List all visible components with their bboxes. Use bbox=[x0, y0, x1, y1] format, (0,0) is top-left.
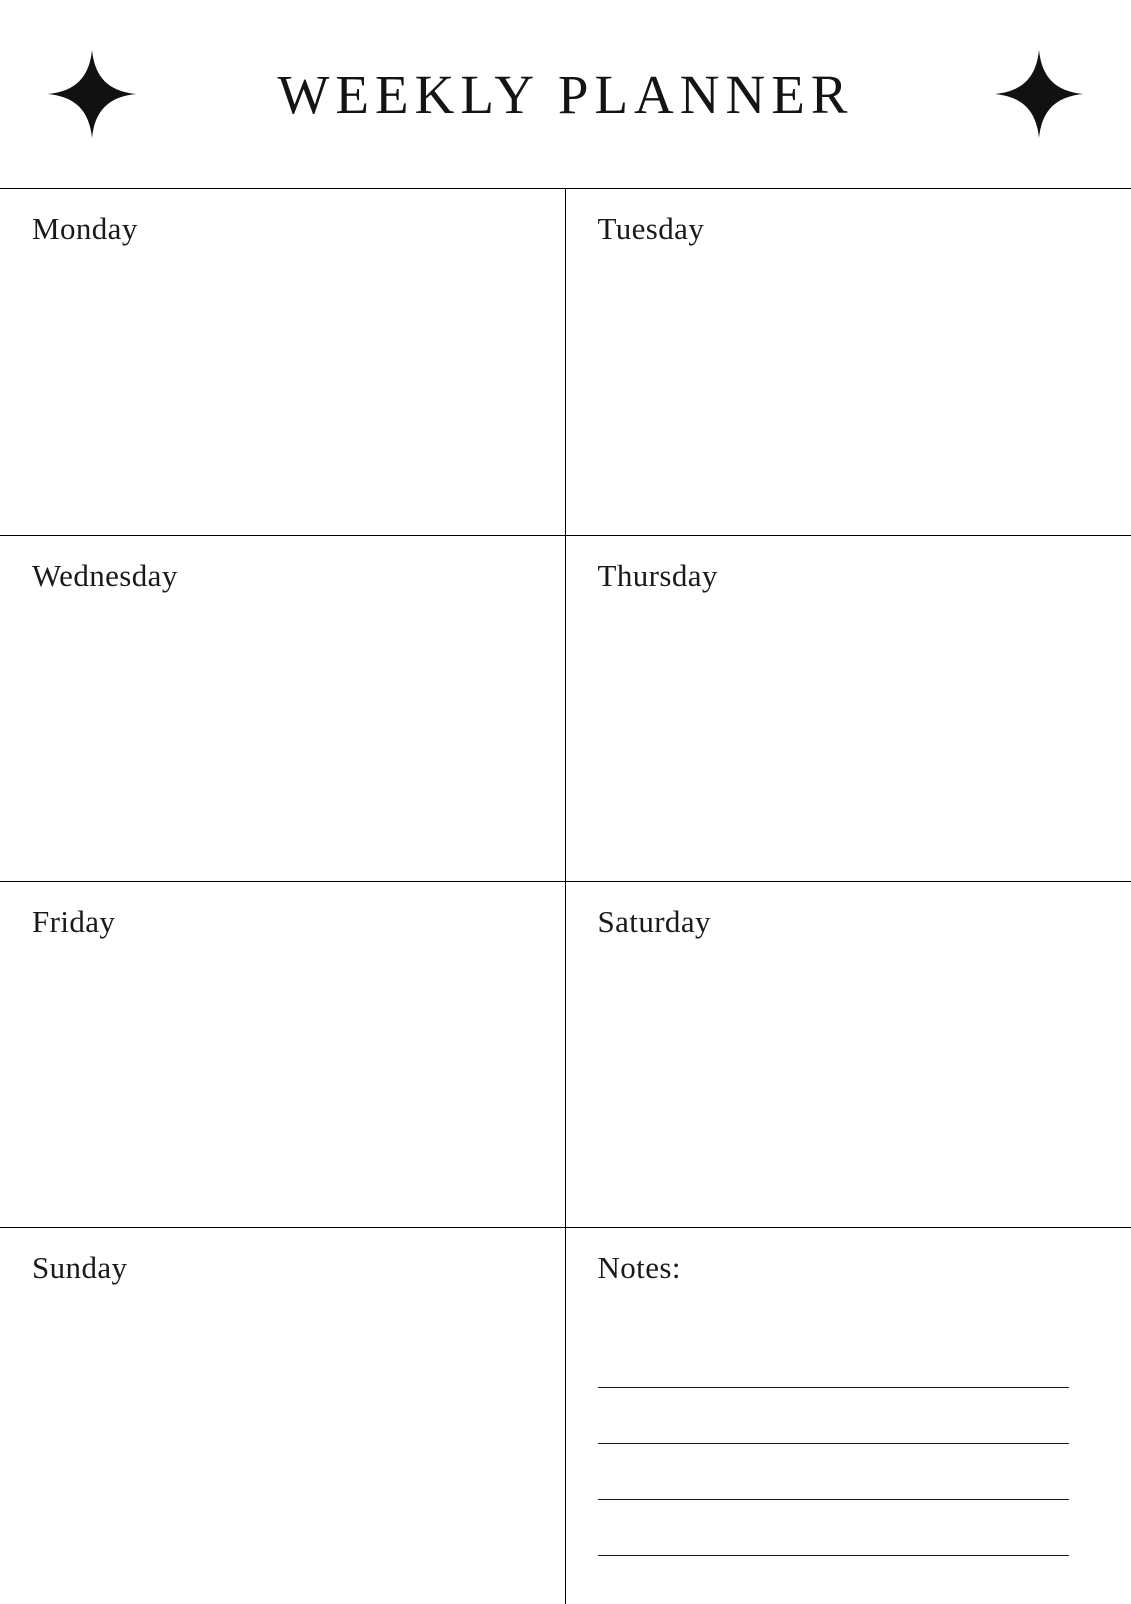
notes-cell[interactable] bbox=[566, 1228, 1131, 1604]
sparkle-four-point-star-icon bbox=[46, 48, 138, 140]
note-line[interactable] bbox=[598, 1332, 1070, 1388]
weekly-grid bbox=[0, 188, 1131, 1604]
day-cell-sunday[interactable] bbox=[0, 1228, 566, 1604]
day-label: Wednesday bbox=[32, 558, 565, 594]
day-label: Saturday bbox=[598, 904, 1131, 940]
day-cell-friday[interactable] bbox=[0, 882, 566, 1227]
day-cell-thursday[interactable] bbox=[566, 536, 1131, 881]
note-line[interactable] bbox=[598, 1444, 1070, 1500]
day-label: Friday bbox=[32, 904, 565, 940]
day-cell-tuesday[interactable] bbox=[566, 189, 1131, 535]
planner-row bbox=[0, 1228, 1131, 1604]
page-title: WEEKLY PLANNER bbox=[278, 63, 854, 126]
sparkle-four-point-star-icon bbox=[993, 48, 1085, 140]
day-cell-saturday[interactable] bbox=[566, 882, 1131, 1227]
page-header bbox=[0, 0, 1131, 188]
planner-row bbox=[0, 189, 1131, 536]
note-line[interactable] bbox=[598, 1500, 1070, 1556]
day-label: Sunday bbox=[32, 1250, 565, 1286]
planner-row bbox=[0, 536, 1131, 882]
day-cell-monday[interactable] bbox=[0, 189, 566, 535]
notes-lines bbox=[598, 1332, 1131, 1556]
day-cell-wednesday[interactable] bbox=[0, 536, 566, 881]
day-label: Tuesday bbox=[598, 211, 1131, 247]
planner-row bbox=[0, 882, 1131, 1228]
notes-label: Notes: bbox=[598, 1250, 1131, 1286]
day-label: Thursday bbox=[598, 558, 1131, 594]
note-line[interactable] bbox=[598, 1388, 1070, 1444]
day-label: Monday bbox=[32, 211, 565, 247]
